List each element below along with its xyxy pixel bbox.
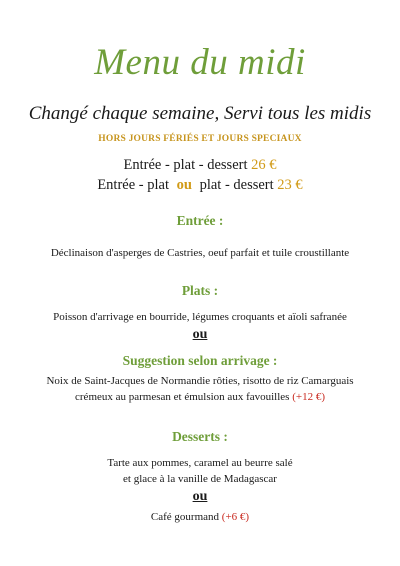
- ou-separator-1: ou: [192, 327, 208, 342]
- formula-choice-part1: Entrée - plat: [97, 177, 169, 193]
- formula-choice-part2: plat - dessert: [199, 177, 274, 193]
- plats-heading: Plats :: [181, 283, 219, 298]
- holiday-notice: HORS JOURS FÉRIÉS ET JOURS SPECIAUX: [98, 134, 302, 144]
- suggestion-heading: Suggestion selon arrivage :: [122, 353, 278, 368]
- menu-subtitle: Changé chaque semaine, Servi tous les midis: [28, 103, 372, 124]
- plat-dish: Poisson d'arrivage en bourride, légumes croquants et aïoli safranée: [53, 311, 347, 323]
- formula-choice: [0, 178, 400, 193]
- suggestion-line-2-text: crémeux au parmesan et émulsion aux favouilles: [75, 391, 290, 403]
- cafe-supplement: (+6 €): [221, 511, 250, 523]
- ou-separator-2: ou: [192, 489, 208, 504]
- formula-choice-connector: ou: [176, 177, 192, 193]
- dessert-line-1: Tarte aux pommes, caramel au beurre salé: [107, 457, 293, 469]
- formula-full-price: 26 €: [251, 157, 277, 173]
- menu-title: Menu du midi: [94, 42, 306, 83]
- cafe-gourmand: [0, 512, 400, 523]
- cafe-gourmand-text: Café gourmand: [150, 511, 220, 523]
- entree-dish: Déclinaison d'asperges de Castries, oeuf parfait et tuile croustillante: [50, 247, 350, 259]
- formula-full: [0, 158, 400, 173]
- desserts-heading: Desserts :: [172, 429, 228, 444]
- formula-choice-price: 23 €: [277, 177, 303, 193]
- suggestion-line-2: [0, 392, 400, 403]
- formula-full-text: Entrée - plat - dessert: [123, 157, 248, 173]
- entree-heading: Entrée :: [176, 213, 224, 228]
- suggestion-line-1: Noix de Saint-Jacques de Normandie rôties, risotto de riz Camarguais: [46, 375, 354, 387]
- dessert-line-2: et glace à la vanille de Madagascar: [123, 473, 277, 485]
- suggestion-supplement: (+12 €): [292, 391, 325, 403]
